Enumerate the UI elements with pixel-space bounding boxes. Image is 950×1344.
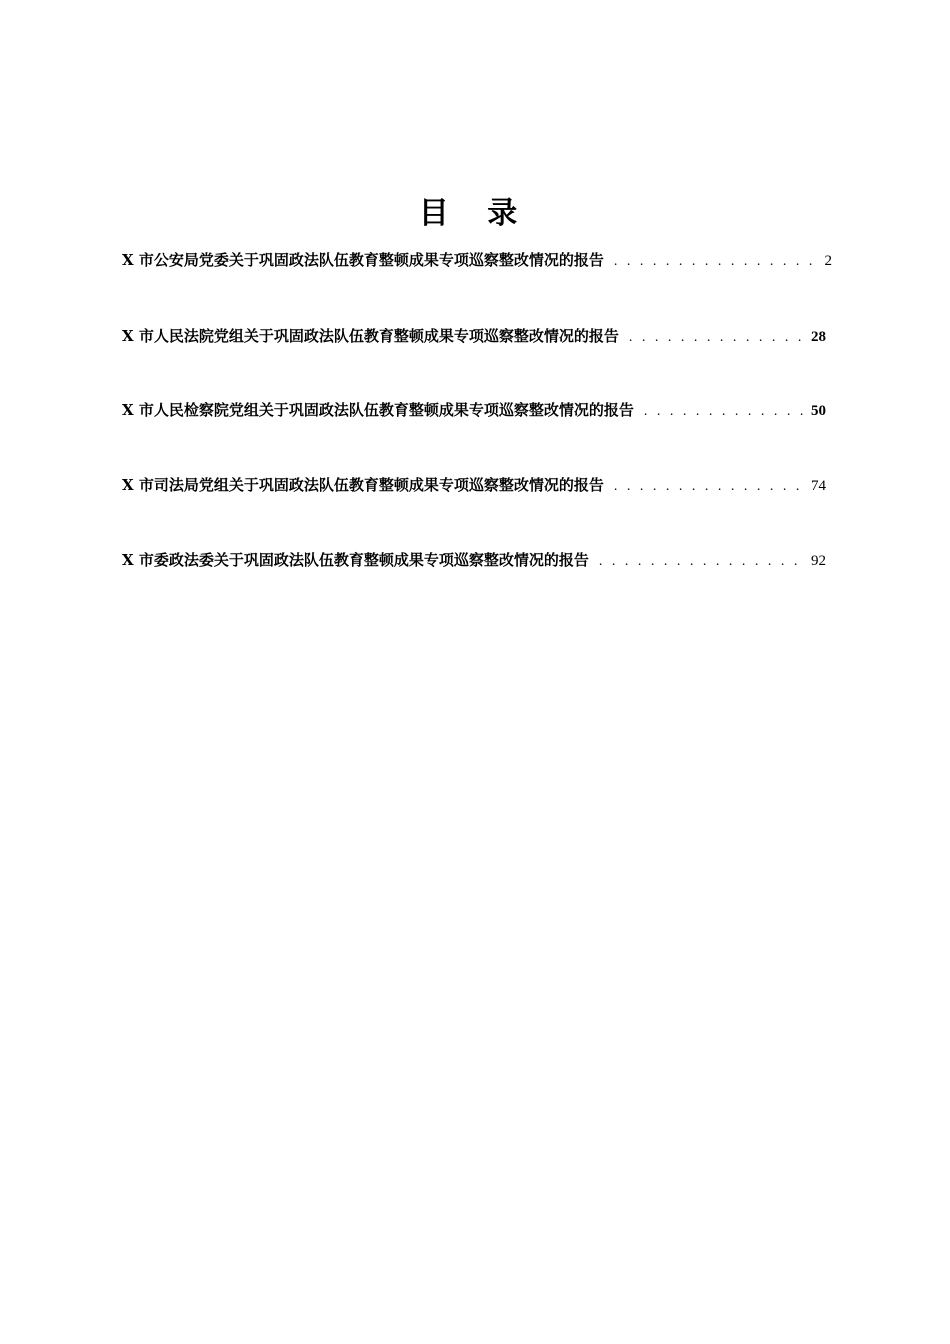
toc-entry[interactable]: [122, 324, 826, 348]
toc-dot-leader: [629, 326, 807, 350]
toc-page-number: 50: [811, 403, 826, 419]
toc-entry[interactable]: [122, 473, 826, 497]
toc-entry[interactable]: [122, 248, 832, 272]
toc-entry-title: X 市司法局党组关于巩固政法队伍教育整顿成果专项巡察整改情况的报告: [122, 476, 604, 494]
toc-title: 目 录: [418, 196, 532, 231]
toc-entry-title: X 市人民法院党组关于巩固政法队伍教育整顿成果专项巡察整改情况的报告: [122, 327, 619, 345]
toc-dot-leader: [644, 400, 807, 424]
toc-entry-title: X 市公安局党委关于巩固政法队伍教育整顿成果专项巡察整改情况的报告: [122, 251, 604, 269]
toc-page-number: 2: [824, 253, 832, 269]
toc-dot-leader: [614, 475, 807, 499]
toc-entry[interactable]: [122, 398, 826, 422]
toc-page-number: 74: [811, 478, 826, 494]
toc-entry[interactable]: [122, 548, 826, 572]
toc-page-number: 92: [811, 553, 826, 569]
toc-dot-leader: [614, 250, 821, 274]
toc-dot-leader: [599, 550, 807, 574]
toc-page-number: 28: [811, 329, 826, 345]
toc-entry-title: X 市委政法委关于巩固政法队伍教育整顿成果专项巡察整改情况的报告: [122, 551, 589, 569]
toc-entry-title: X 市人民检察院党组关于巩固政法队伍教育整顿成果专项巡察整改情况的报告: [122, 401, 634, 419]
